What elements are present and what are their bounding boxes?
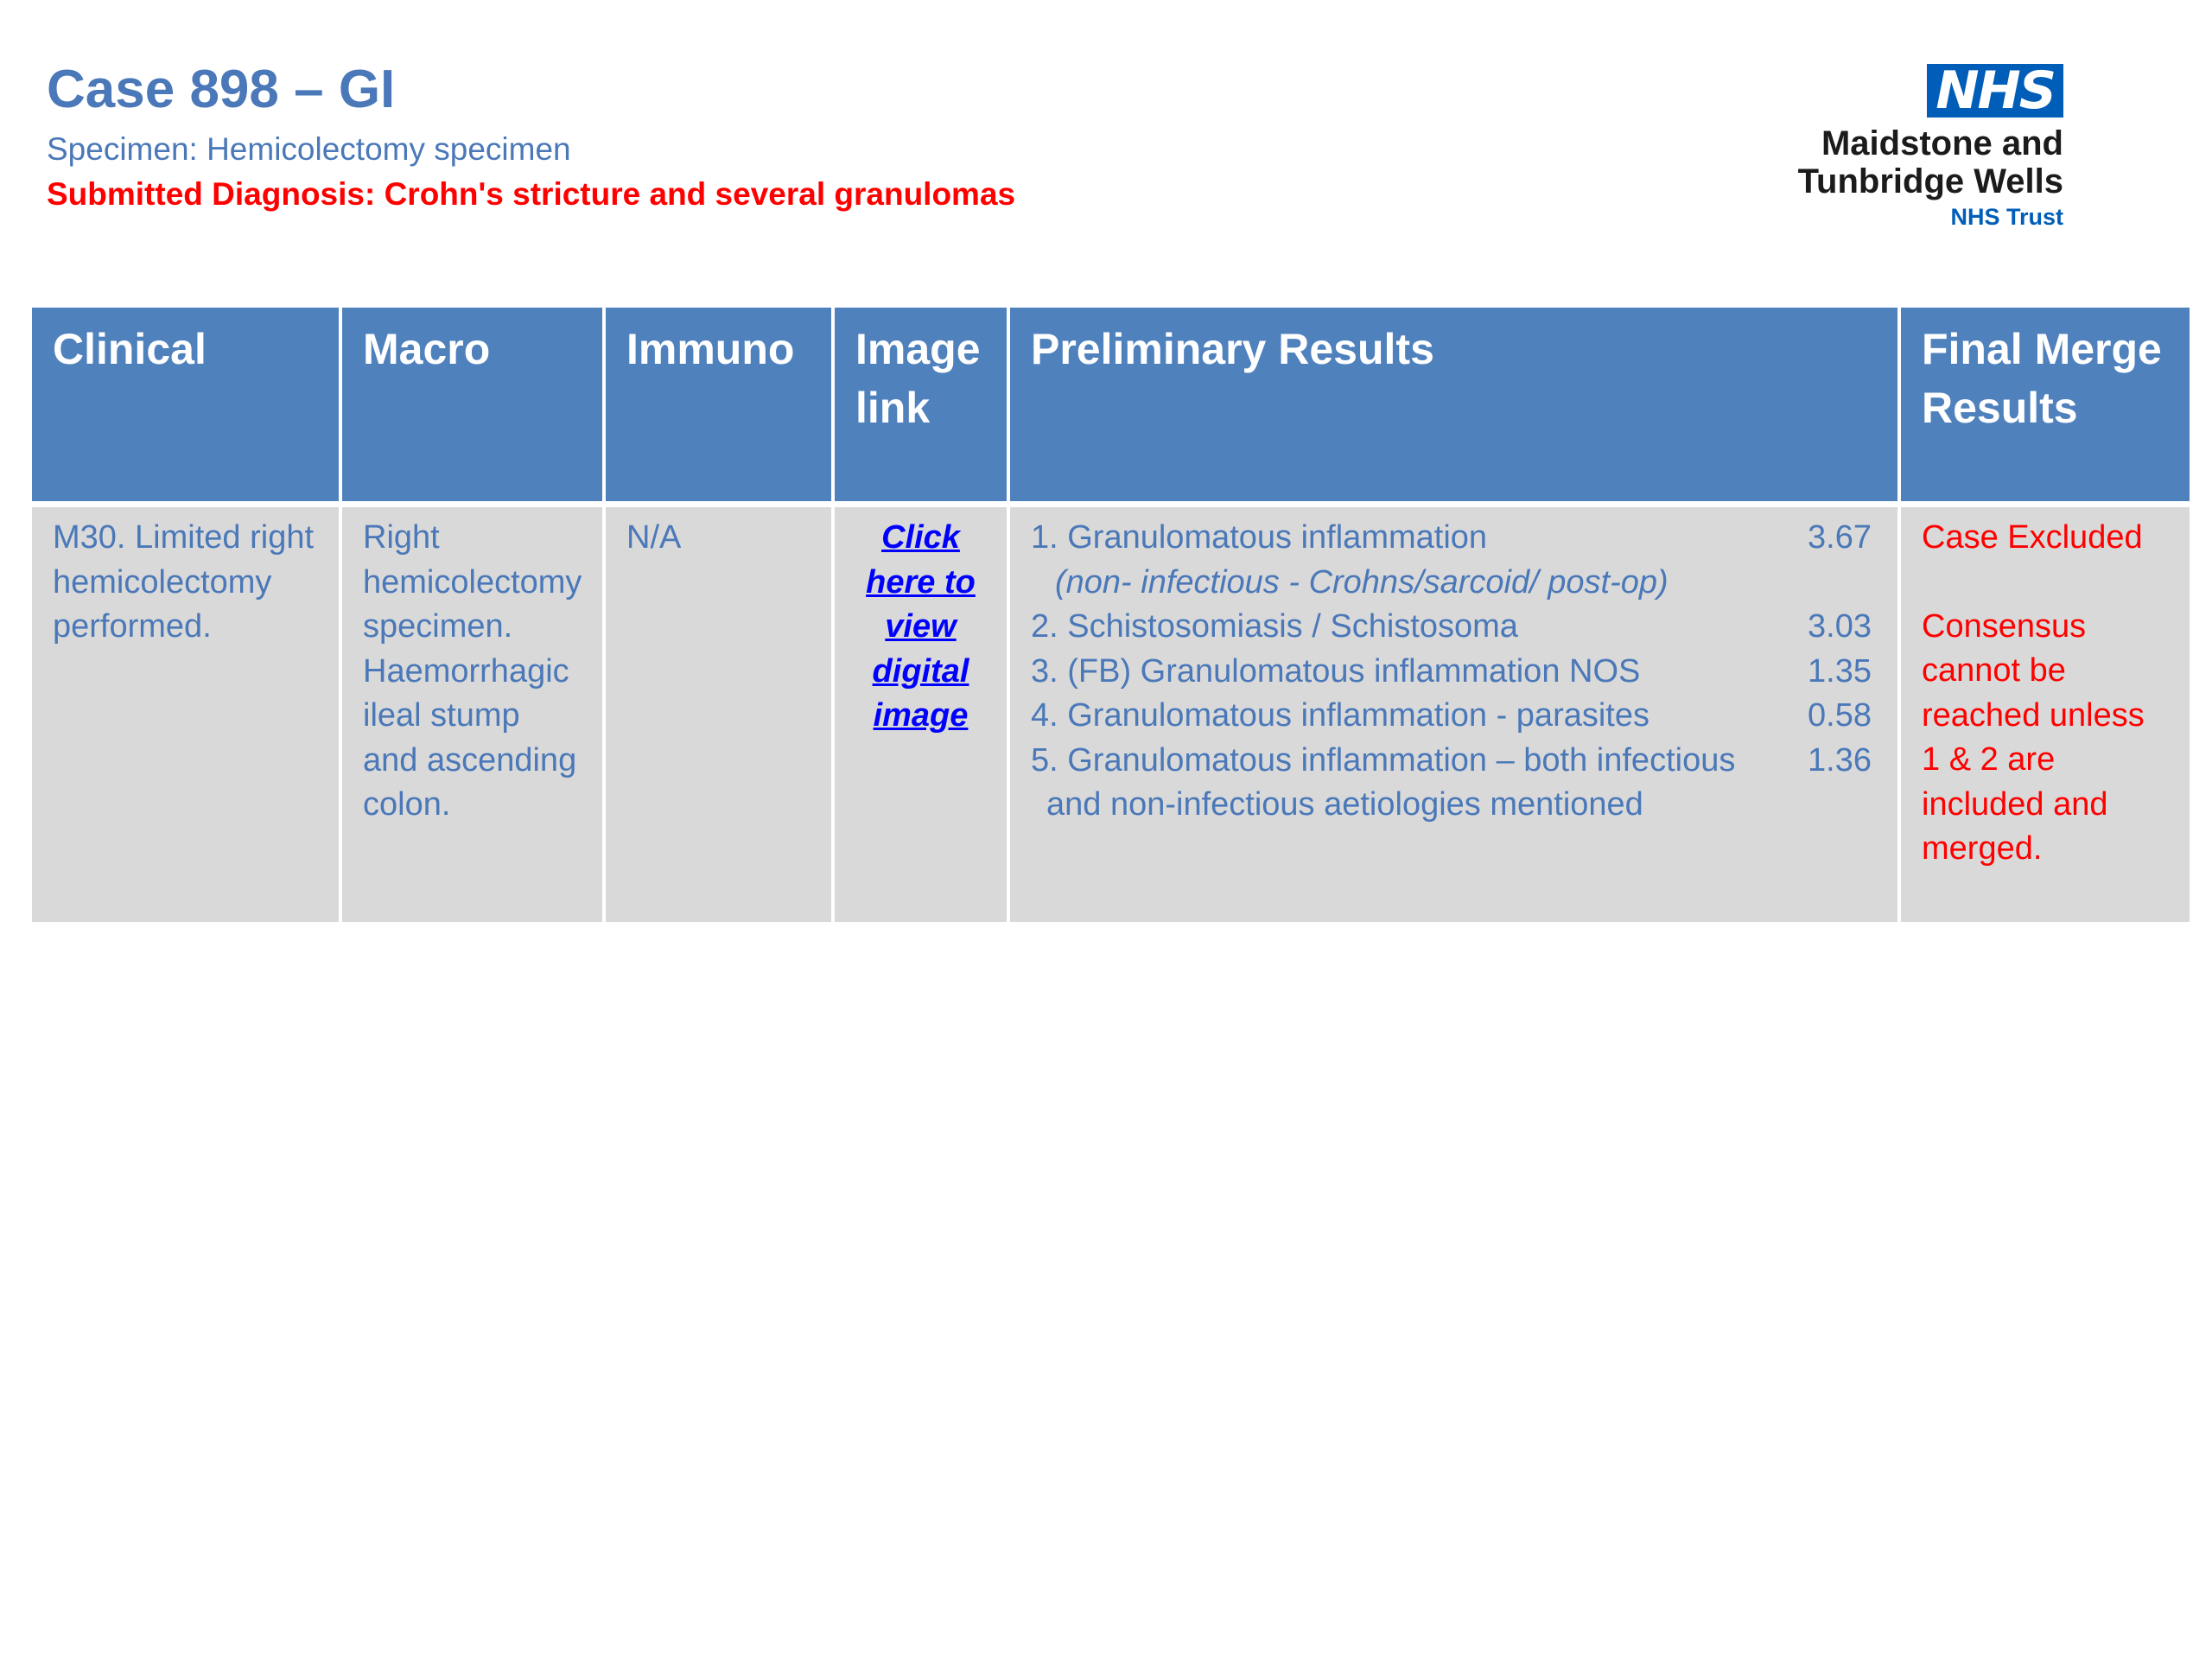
column-header-clinical: Clinical xyxy=(32,308,339,507)
result-item xyxy=(1031,650,1877,695)
nhs-trust-logo xyxy=(1700,60,2063,232)
cell-preliminary-results xyxy=(1010,507,1897,922)
column-header-image-link: Image link xyxy=(835,308,1007,507)
nhs-badge: NHS xyxy=(1927,64,2063,118)
result-score: 0.58 xyxy=(1808,697,1872,734)
result-label: 2. Schistosomiasis / Schistosoma xyxy=(1031,608,1518,645)
result-subtext: (non- infectious - Crohns/sarcoid/ post-op) xyxy=(1055,563,1669,601)
result-label: 4. Granulomatous inflammation - parasites xyxy=(1031,697,1649,734)
table-row xyxy=(32,507,2190,922)
final-note: Consensus cannot be reached unless 1 & 2 are included and merged. xyxy=(1922,607,2145,867)
cell-clinical: M30. Limited right hemicolectomy performed. xyxy=(32,507,339,922)
result-label: 1. Granulomatous inflammation xyxy=(1031,519,1488,556)
case-title: Case 898 – GI xyxy=(47,60,396,119)
cell-final-merge-results xyxy=(1901,507,2190,922)
column-header-final: Final Merge Results xyxy=(1901,308,2190,507)
result-item xyxy=(1031,605,1877,650)
result-score: 3.03 xyxy=(1808,608,1872,645)
cell-image-link xyxy=(835,507,1007,922)
result-score: 3.67 xyxy=(1808,519,1872,556)
result-subtext: and non-infectious aetiologies mentioned xyxy=(1046,786,1643,823)
result-item xyxy=(1031,516,1877,561)
specimen-line: Specimen: Hemicolectomy specimen xyxy=(47,131,571,167)
result-label: 5. Granulomatous inflammation – both infectious xyxy=(1031,741,1736,779)
result-score: 1.36 xyxy=(1808,741,1872,779)
logo-line-3: NHS Trust xyxy=(1950,204,2063,230)
result-item xyxy=(1031,739,1877,784)
final-status: Case Excluded xyxy=(1922,519,2143,556)
logo-line-2: Tunbridge Wells xyxy=(1797,162,2063,200)
column-header-macro: Macro xyxy=(342,308,602,507)
submitted-diagnosis: Submitted Diagnosis: Crohn's stricture and several granulomas xyxy=(47,176,1016,212)
view-digital-image-link[interactable]: Click here to view digital image xyxy=(866,519,976,734)
column-header-preliminary: Preliminary Results xyxy=(1010,308,1897,507)
result-item xyxy=(1031,694,1877,739)
case-table xyxy=(29,308,2193,922)
result-label: 3. (FB) Granulomatous inflammation NOS xyxy=(1031,652,1641,690)
case-table-wrapper xyxy=(32,308,2186,922)
table-header-row xyxy=(32,308,2190,507)
cell-macro: Right hemicolectomy specimen. Haemorrhagic ileal stump and ascending colon. xyxy=(342,507,602,922)
header-block xyxy=(47,57,1015,216)
column-header-immuno: Immuno xyxy=(606,308,831,507)
result-score: 1.35 xyxy=(1808,652,1872,690)
logo-line-1: Maidstone and xyxy=(1821,124,2063,162)
cell-immuno: N/A xyxy=(606,507,831,922)
